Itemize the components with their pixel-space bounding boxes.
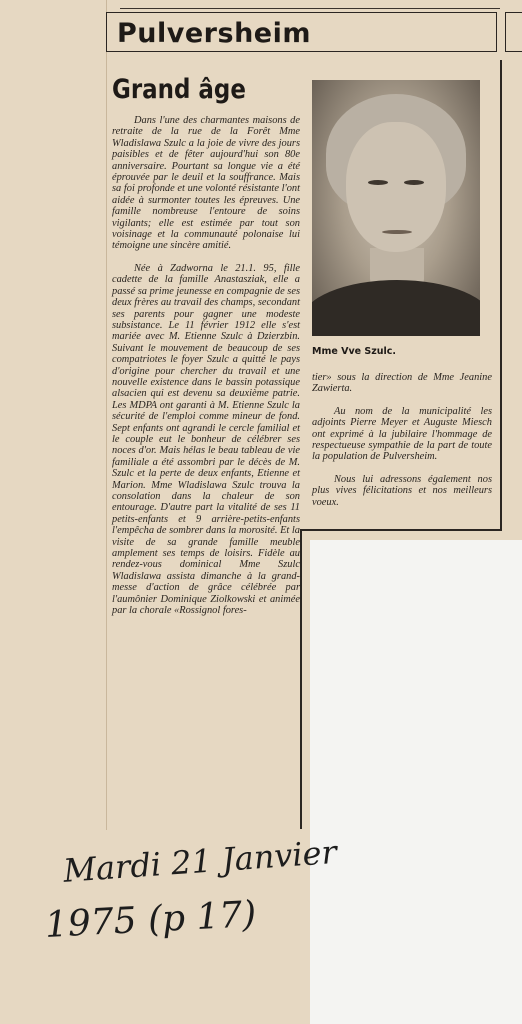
article-column-1 (112, 115, 300, 627)
photo-eye (368, 180, 388, 185)
photo-mouth (382, 230, 412, 234)
article-paragraph: Dans l'une des charmantes maisons de retraite de la rue de la Forêt Mme Wladislawa Szulc a la joie de vivre des jours paisibles et de fêter aujourd'hui son 80e anniversaire. Pourtant sa longue vie a été éprouvée par le deuil et la souffrance. Mais sa foi profonde et une volonté résistante l'ont aidée à surmonter toutes les épreuves. Une famille nombreuse l'entoure de soins vigilants; elle est estimée par tout son voisinage et la communauté polonaise lui témoigne une sincère amitié. (112, 115, 300, 252)
article-column-2 (312, 372, 492, 519)
portrait-photo (312, 80, 480, 336)
article-paragraph: Au nom de la municipalité les adjoints Pierre Meyer et Auguste Miesch ont exprimé à la jubilaire l'hommage de respectueuse sympathie de la part de toute la population de Pulversheim. (312, 405, 492, 463)
handwritten-year-page: 1975 (p 17) (44, 893, 258, 946)
article-paragraph: tier» sous la direction de Mme Jeanine Zawierta. (312, 372, 492, 395)
article-title: Grand âge (112, 74, 246, 105)
photo-eye (404, 180, 424, 185)
article-paragraph: Nous lui adressons également nos plus vives félicitations et nos meilleurs voeux. (312, 473, 492, 508)
photo-caption: Mme Vve Szulc. (312, 346, 397, 357)
section-title: Pulversheim (117, 18, 311, 49)
column-rule-right (500, 60, 502, 530)
section-header-box (106, 12, 497, 52)
photo-body (312, 280, 480, 336)
adjacent-header-fragment (505, 12, 522, 52)
handwritten-date: Mardi 21 Janvier (62, 832, 338, 890)
scan-background (310, 540, 522, 1024)
clipping-fold (106, 0, 107, 830)
column-rule-mid (300, 529, 302, 829)
article-paragraph: Née à Zadworna le 21.1. 95, fille cadette de la famille Anastasziak, elle a passé sa prime jeunesse en compagnie de ses deux frères au travail des champs, secondant ses parents pour gagner une modeste subsistance. Le 11 février 1912 elle s'est mariée avec M. Etienne Szulc à Dzierzbin. Suivant le mouvement de beaucoup de ses compatriotes le foyer Szulc a quitté le pays d'origine pour chercher du travail et une nouvelle existence dans le bassin potassique alsacien qui est devenu sa deuxième patrie. Les MDPA ont garanti à M. Etienne Szulc la sécurité de l'emploi comme mineur de fond. Sept enfants ont agrandi le cercle familial et le couple eut le bonheur de célébrer ses noces d'or. Mais hélas le beau tableau de vie familiale a été assombri par le décès de M. Szulc et la perte de deux enfants, Etienne et Marion. Mme Wladislawa Szulc trouva la consolation dans la chaleur de son entourage. D'autre part la vitalité de ses 11 petits-enfants et 9 arrière-petits-enfants l'empêcha de sombrer dans la morosité. Et la visite de sa grande famille meuble amplement ses temps de loisirs. Fidèle au rendez-vous dominical Mme Szulc Wladislawa assista dimanche à la grand-messe d'action de grâce célébrée par l'aumônier Dominique Ziolkowski et animée par la chorale «Rossignol fores- (112, 262, 300, 617)
column-rule-bottom (300, 529, 502, 531)
top-rule (120, 0, 500, 9)
